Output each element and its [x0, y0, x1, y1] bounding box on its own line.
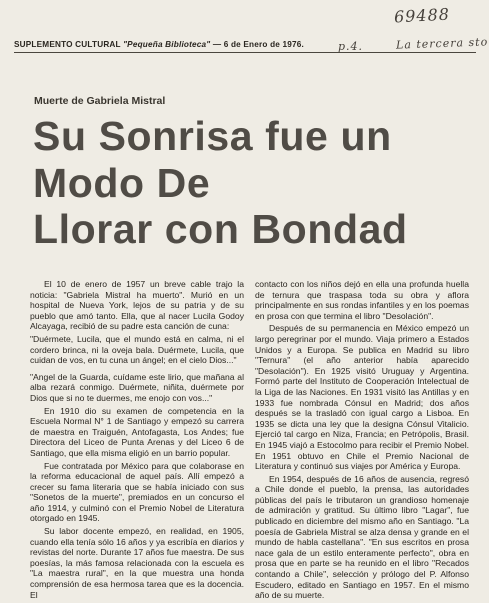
article-kicker: Muerte de Gabriela Mistral — [34, 95, 166, 107]
paragraph: Fue contratada por México para que colaborase en la reforma educacional de aquel país. Allí empezó a crecer su fama literaria que se había iniciado con sus "Sonetos de la muerte", premiados en un concurso el año 1914, y culminó con el Premio Nobel de Literatura otorgado en 1945. — [30, 460, 244, 524]
section-name: "Pequeña Biblioteca" — [123, 40, 211, 49]
article-column-left — [30, 279, 244, 602]
lullaby-verse: "Duérmete, Lucila, que el mundo está en calma, ni el cordero brinca, ni la oveja bala. Duérmete, Lucila, que cuidan de vos, en tu cuna un ángel; en el cielo Dios..." — [30, 333, 244, 366]
handwritten-source-note: La tercera sto — [395, 35, 489, 52]
paragraph: contacto con los niños dejó en ella una profunda huella de ternura que traspasa toda su obra y aflora principalmente en sus rondas infantiles y en los poemas en prosa con que termina el libro "Desolación". — [255, 279, 469, 321]
handwritten-archive-number: 69488 — [393, 4, 451, 27]
paragraph: Su labor docente empezó, en realidad, en 1905, cuando ella tenía sólo 16 años y ya escribía en diarios y revistas del norte. Durante 17 años fue maestra. De sus poesías, la más famosa relacionada con la escuela es "La maestra rural", en la que muestra una honda comprensión de esa hermosa tarea que es la docencia. El — [30, 526, 244, 600]
supplement-header — [14, 40, 344, 49]
headline-line-3: Llorar con Bondad — [33, 206, 408, 252]
paragraph: El 10 de enero de 1957 un breve cable trajo la noticia: "Gabriela Mistral ha muerto". Murió en un hospital de Nueva York, lejos de su patria y de su pueblo que amó tanto. Ella, que al nacer Lucila Godoy Alcayaga, recibió de su padre esta canción de cuna: — [30, 279, 244, 332]
lullaby-verse: "Angel de la Guarda, cuídame este lirio, que mañana al alba rezará conmigo. Duérmete, niñita, duérmete por Dios que si no te duermes, me enojo con vos..." — [30, 371, 244, 403]
paragraph: En 1910 dio su examen de competencia en la Escuela Normal N° 1 de Santiago y empezó su carrera de maestra en Traiguén, Antofagasta, Los Andes; fue Directora del Liceo de Punta Arenas y del Liceo 6 de Santiago, que ella misma eligió en un barrio popular. — [30, 405, 244, 458]
article-column-right — [255, 279, 469, 603]
issue-date: — 6 de Enero de 1976. — [212, 40, 304, 49]
paragraph: En 1954, después de 16 años de ausencia, regresó a Chile donde el pueblo, la prensa, las autoridades públicas del país le tributaron un grandioso homenaje de admiración y gratitud. Su último libro "Lagar", fue publicado en diciembre del mismo año en Santiago. "La poesía de Gabriela Mistral se alza densa y grande en el mundo de habla castellana". "En sus escritos en prosa nace gala de un estilo enteramente perfecto", obra en prosa que en parte se ha reunido en el libro "Recados contando a Chile", selección y prólogo del P. Alfonso Escudero, editado en Santiago en 1957. En el mismo año de su muerte. — [255, 473, 469, 601]
handwritten-page-ref: p.4. — [338, 40, 364, 53]
header-rule — [14, 52, 476, 53]
paragraph: Después de su permanencia en México empezó un largo peregrinar por el mundo. Viaja primero a Estados Unidos y a Europa. Se publica en Madrid su libro "Ternura" (el año anterior había aparecido "Desolación"). En 1925 visitó Uruguay y Argentina. Formó parte del Instituto de Cooperación Intelectual de la Liga de las Naciones. En 1931 visitó las Antillas y en 1933 fue nombrada Cónsul en Madrid; dos años después se la trasladó con igual cargo a Lisboa. En 1935 se dicta una ley que la designa Cónsul Vitalicio. Ejerció tal cargo en Niza, Francia; en Petrópolis, Brasil. En 1945 viajó a Estocolmo para recibir el Premio Nobel. En 1951 obtuvo en Chile el Premio Nacional de Literatura y continuó sus viajes por América y Europa. — [255, 323, 469, 472]
headline-line-2: Modo De — [33, 159, 211, 206]
article-headline — [33, 113, 473, 253]
headline-line-1: Su Sonrisa fue un — [33, 113, 392, 159]
supplement-name: SUPLEMENTO CULTURAL — [14, 40, 121, 49]
